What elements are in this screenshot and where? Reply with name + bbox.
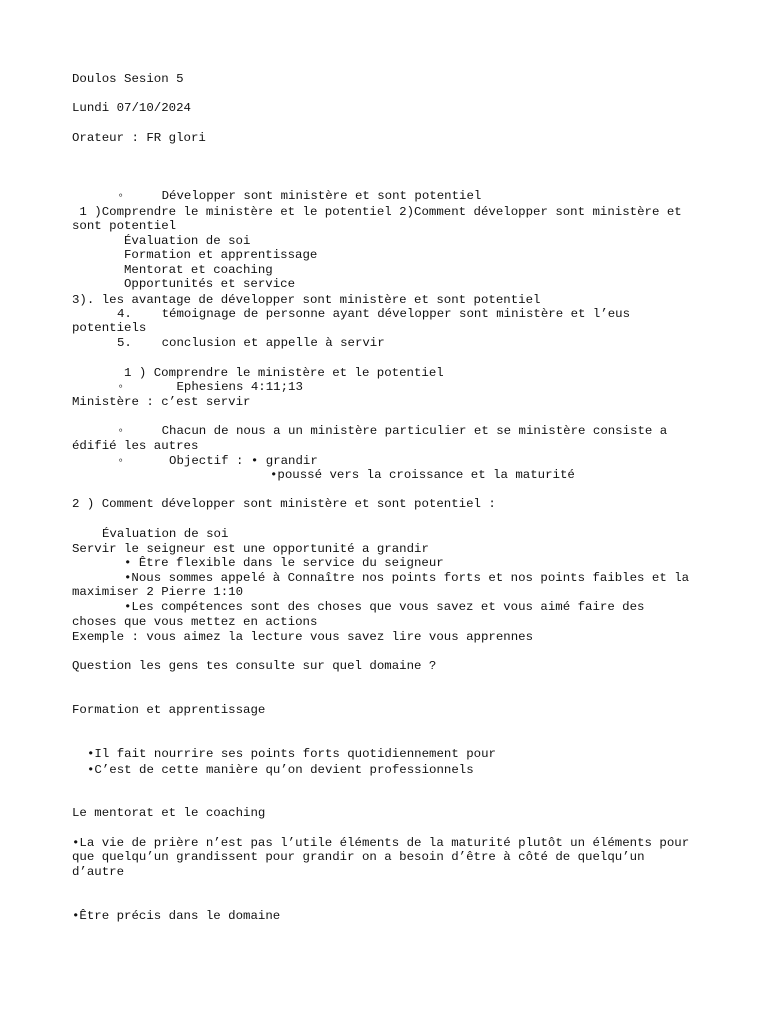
section2-line: •Nous sommes appelé à Connaître nos points forts et nos points faibles et la <box>124 571 690 585</box>
mentorat-line: que quelqu’un grandissent pour grandir on a besoin d’être à côté de quelqu’un <box>72 850 645 864</box>
outline-line: Formation et apprentissage <box>124 248 318 262</box>
outline-line: Opportunités et service <box>124 277 296 291</box>
section2-line: choses que vous mettez en actions <box>72 615 318 629</box>
section2-line: 2 ) Comment développer sont ministère et sont potentiel : <box>72 497 496 511</box>
section1-line: Ministère : c’est servir <box>72 395 251 409</box>
outline-line: 1 )Comprendre le ministère et le potentiel 2)Comment développer sont ministère et <box>72 205 682 219</box>
section2-line: •Les compétences sont des choses que vous savez et vous aimé faire des <box>124 600 645 614</box>
document-date: Lundi 07/10/2024 <box>72 101 191 115</box>
section2-line: Exemple : vous aimez la lecture vous savez lire vous apprennes <box>72 630 534 644</box>
outline-line: Évaluation de soi <box>124 234 251 248</box>
section1-line: ◦ Objectif : • grandir <box>117 454 318 468</box>
section1-line: ◦ Chacun de nous a un ministère particulier et se ministère consiste a <box>117 424 668 438</box>
mentorat-heading: Le mentorat et le coaching <box>72 806 266 820</box>
document-title: Doulos Sesion 5 <box>72 72 184 86</box>
outline-line: sont potentiel <box>72 219 177 233</box>
section1-line: édifié les autres <box>72 439 199 453</box>
document-speaker: Orateur : FR glori <box>72 131 206 145</box>
section2-line: • Être flexible dans le service du seigneur <box>124 556 444 570</box>
section2-line: Servir le seigneur est une opportunité a grandir <box>72 542 429 556</box>
section1-line: ◦ Ephesiens 4:11;13 <box>117 380 303 394</box>
section1-line: 1 ) Comprendre le ministère et le potentiel <box>124 366 444 380</box>
mentorat-line: •Être précis dans le domaine <box>72 909 281 923</box>
mentorat-line: d’autre <box>72 865 125 879</box>
formation-bullet: •C’est de cette manière qu’on devient professionnels <box>87 763 474 777</box>
mentorat-line: •La vie de prière n’est pas l’utile éléments de la maturité plutôt un éléments pour <box>72 836 690 850</box>
section2-line: maximiser 2 Pierre 1:10 <box>72 585 244 599</box>
outline-line: 3). les avantage de développer sont ministère et sont potentiel <box>72 293 541 307</box>
outline-line: 5. conclusion et appelle à servir <box>117 336 385 350</box>
outline-line: 4. témoignage de personne ayant développer sont ministère et l’eus <box>117 307 631 321</box>
outline-line: Mentorat et coaching <box>124 263 273 277</box>
formation-heading: Formation et apprentissage <box>72 703 266 717</box>
section1-line: •poussé vers la croissance et la maturité <box>270 468 575 482</box>
formation-bullet: •Il fait nourrire ses points forts quotidiennement pour <box>87 747 496 761</box>
outline-line: ◦ Développer sont ministère et sont potentiel <box>117 189 482 203</box>
section2-line: Question les gens tes consulte sur quel domaine ? <box>72 659 437 673</box>
outline-line: potentiels <box>72 321 147 335</box>
section2-line: Évaluation de soi <box>102 527 229 541</box>
